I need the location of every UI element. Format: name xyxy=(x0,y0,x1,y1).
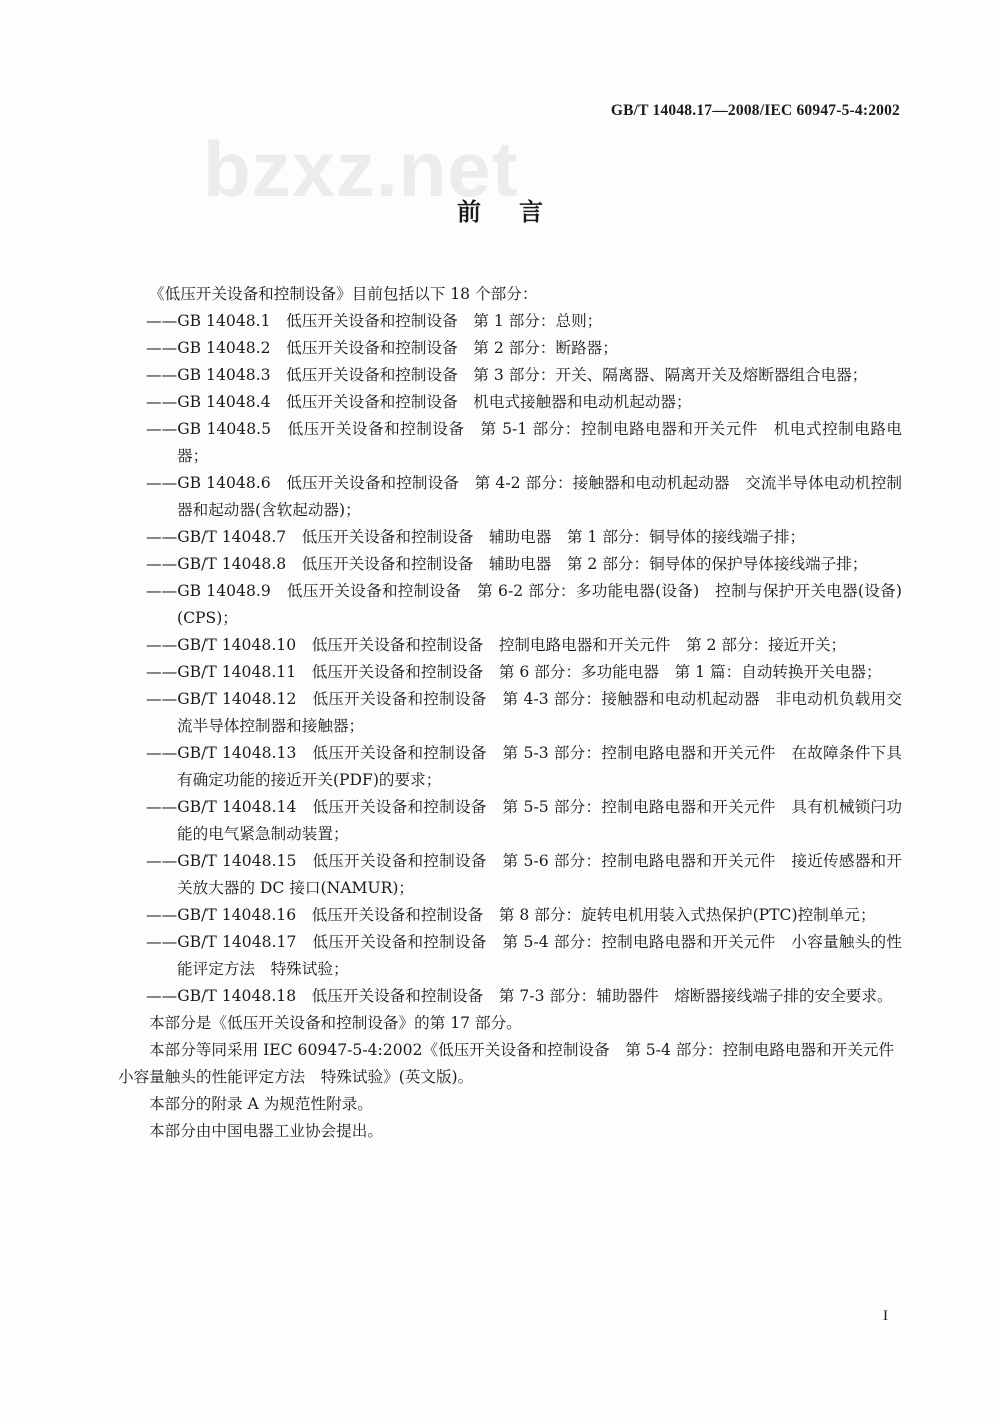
parts-list xyxy=(118,308,902,1010)
watermark: bzxz.net xyxy=(203,125,519,213)
list-item: ——GB 14048.2 低压开关设备和控制设备 第 2 部分：断路器； xyxy=(146,339,618,357)
intro-paragraph: 《低压开关设备和控制设备》目前包括以下 18 个部分： xyxy=(149,285,538,303)
list-item: ——GB 14048.3 低压开关设备和控制设备 第 3 部分：开关、隔离器、隔离开关及熔断器组合电器； xyxy=(146,366,868,384)
list-item: ——GB/T 14048.7 低压开关设备和控制设备 辅助电器 第 1 部分：铜导体的接线端子排； xyxy=(146,528,806,546)
list-item: ——GB/T 14048.13 低压开关设备和控制设备 第 5-3 部分：控制电路电器和开关元件 在故障条件下具有确定功能的接近开关(PDF)的要求； xyxy=(146,744,902,789)
paragraph: 本部分的附录 A 为规范性附录。 xyxy=(149,1095,373,1113)
list-item: ——GB/T 14048.14 低压开关设备和控制设备 第 5-5 部分：控制电路电器和开关元件 具有机械锁闩功能的电气紧急制动装置； xyxy=(146,798,902,843)
page-title: 前言 xyxy=(457,197,581,226)
page-number: I xyxy=(883,1308,888,1324)
list-item: ——GB/T 14048.10 低压开关设备和控制设备 控制电路电器和开关元件 第 2 部分：接近开关； xyxy=(146,636,847,654)
list-item: ——GB/T 14048.15 低压开关设备和控制设备 第 5-6 部分：控制电路电器和开关元件 接近传感器和开关放大器的 DC 接口(NAMUR)； xyxy=(146,852,902,897)
list-item: ——GB 14048.1 低压开关设备和控制设备 第 1 部分：总则； xyxy=(146,312,603,330)
paragraph: 本部分由中国电器工业协会提出。 xyxy=(149,1122,383,1140)
list-item: ——GB 14048.5 低压开关设备和控制设备 第 5-1 部分：控制电路电器和开关元件 机电式控制电路电器； xyxy=(146,420,902,465)
foreword-body xyxy=(118,281,910,1145)
paragraph: 本部分是《低压开关设备和控制设备》的第 17 部分。 xyxy=(149,1014,522,1032)
list-item: ——GB 14048.6 低压开关设备和控制设备 第 4-2 部分：接触器和电动机起动器 交流半导体电动机控制器和起动器(含软起动器)； xyxy=(146,474,902,519)
list-item: ——GB/T 14048.16 低压开关设备和控制设备 第 8 部分：旋转电机用装入式热保护(PTC)控制单元； xyxy=(146,906,876,924)
list-item: ——GB/T 14048.17 低压开关设备和控制设备 第 5-4 部分：控制电路电器和开关元件 小容量触头的性能评定方法 特殊试验； xyxy=(146,933,902,978)
list-item: ——GB/T 14048.11 低压开关设备和控制设备 第 6 部分：多功能电器 第 1 篇：自动转换开关电器； xyxy=(146,663,882,681)
list-item: ——GB/T 14048.12 低压开关设备和控制设备 第 4-3 部分：接触器和电动机起动器 非电动机负载用交流半导体控制器和接触器； xyxy=(146,690,902,735)
list-item: ——GB/T 14048.8 低压开关设备和控制设备 辅助电器 第 2 部分：铜导体的保护导体接线端子排； xyxy=(146,555,868,573)
standard-number: GB/T 14048.17—2008/IEC 60947-5-4:2002 xyxy=(610,102,900,119)
list-item: ——GB/T 14048.18 低压开关设备和控制设备 第 7-3 部分：辅助器件 熔断器接线端子排的安全要求。 xyxy=(146,987,893,1005)
list-item: ——GB 14048.9 低压开关设备和控制设备 第 6-2 部分：多功能电器(设备) 控制与保护开关电器(设备)(CPS)； xyxy=(146,582,902,627)
list-item: ——GB 14048.4 低压开关设备和控制设备 机电式接触器和电动机起动器； xyxy=(146,393,692,411)
paragraph: 本部分等同采用 IEC 60947-5-4:2002《低压开关设备和控制设备 第 5-4 部分：控制电路电器和开关元件 小容量触头的性能评定方法 特殊试验》(英文版)。 xyxy=(118,1041,910,1086)
